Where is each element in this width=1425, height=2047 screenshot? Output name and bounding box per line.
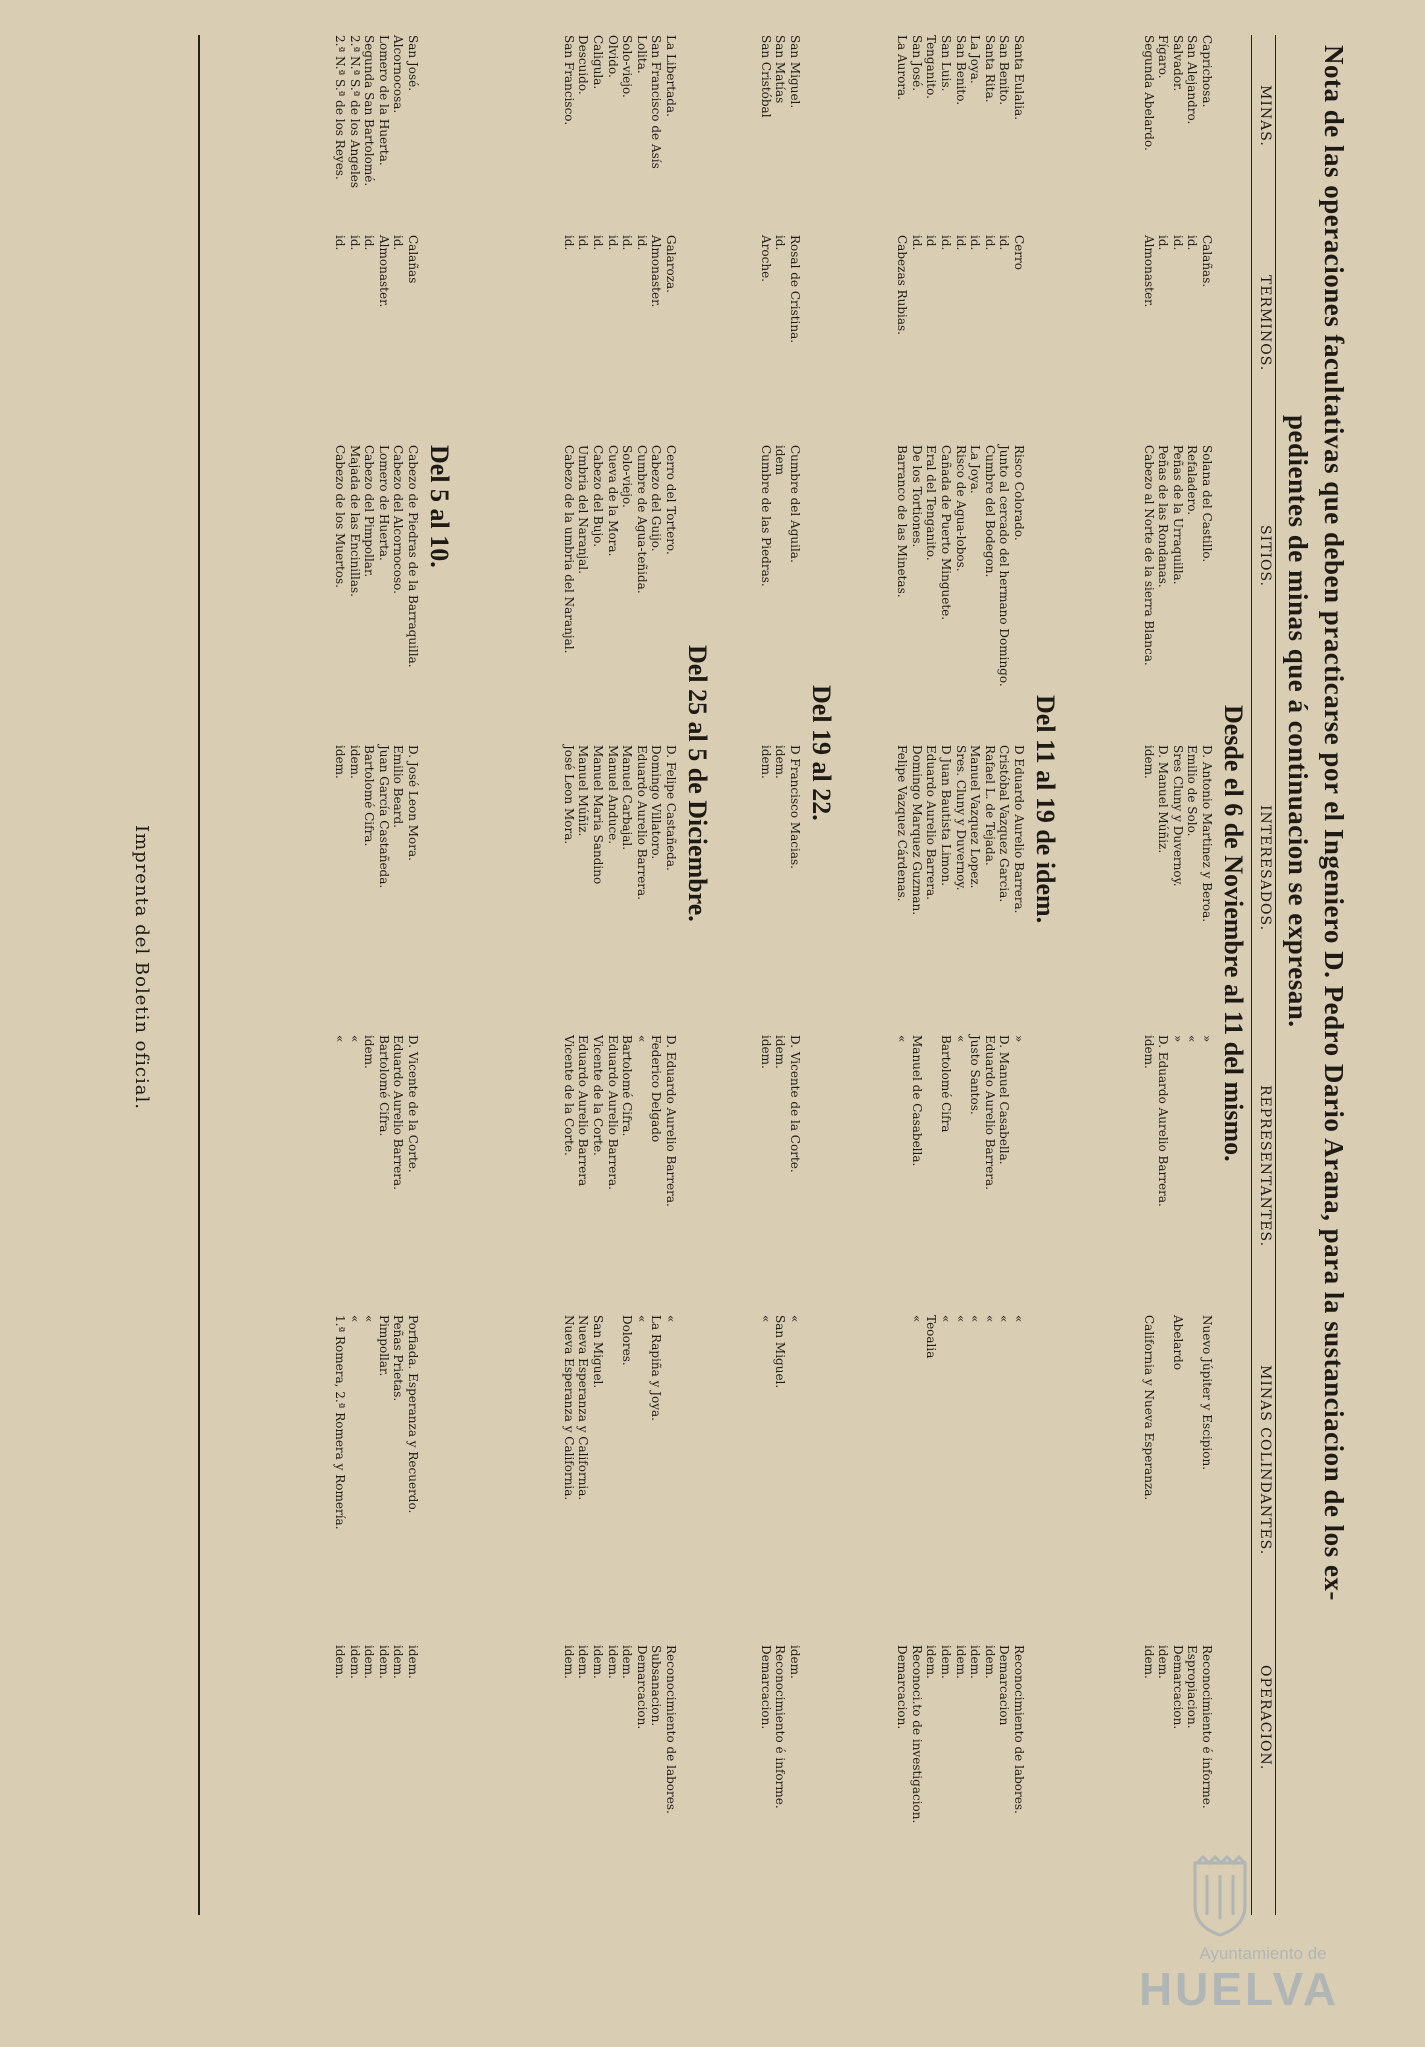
cell-representante: » xyxy=(1012,1035,1026,1043)
cell-colindantes: Pimpollar. xyxy=(376,1315,391,1377)
cell-operacion: idem. xyxy=(347,1645,362,1679)
cell-operacion: idem. xyxy=(968,1645,983,1679)
cell-operacion: idem. xyxy=(1156,1645,1171,1679)
cell-mina: San Cristóbal xyxy=(758,35,773,118)
cell-mina: Lolita. xyxy=(634,35,649,74)
cell-termino: id. xyxy=(909,235,924,251)
cell-sitio: Cumbre del Bodegon. xyxy=(982,445,997,578)
cell-termino: Calañas xyxy=(406,235,420,284)
cell-sitio: Peñas de la Urraquilla. xyxy=(1170,445,1185,585)
cell-operacion: Reconocimiento de labores. xyxy=(1012,1645,1026,1814)
cell-representante: Federico Delgado xyxy=(649,1035,664,1143)
cell-colindantes: 1.ª Romera, 2.ª Romera y Romería. xyxy=(333,1315,347,1530)
cell-mina: La Aurora. xyxy=(895,35,910,100)
cell-mina: Tenganito. xyxy=(924,35,939,99)
cell-mina: San José. xyxy=(406,35,420,92)
cell-sitio: Cumbre de las Piedras. xyxy=(758,445,773,587)
cell-operacion: Subsanacion. xyxy=(649,1645,664,1727)
cell-sitio: Cabezo de la umbria del Naranjal. xyxy=(561,445,576,654)
cell-interesado: D. Manuel Múñiz. xyxy=(1156,745,1171,854)
cell-termino: Almonaster. xyxy=(376,235,391,308)
cell-colindantes: « xyxy=(1012,1315,1026,1323)
cell-interesado: Sres. Cluny y Duvernoy. xyxy=(953,745,968,891)
header-terminos: TERMINOS. xyxy=(1257,275,1273,372)
cell-operacion: idem. xyxy=(620,1645,635,1679)
cell-sitio: Eral del Tenganito. xyxy=(924,445,939,561)
cell-mina: Olvido. xyxy=(605,35,620,78)
cell-mina: La Joya. xyxy=(968,35,983,84)
cell-mina: Caprichosa. xyxy=(1200,35,1214,108)
cell-interesado: D. Felipe Castañeda. xyxy=(664,745,678,871)
cell-sitio: Cabezo de Piedras de la Barraquilla. xyxy=(406,445,420,668)
cell-mina: Segunda Abelardo. xyxy=(1141,35,1156,151)
cell-termino: Almonaster. xyxy=(649,235,664,308)
cell-sitio: Umbria del Naranjal. xyxy=(576,445,591,574)
cell-colindantes: « xyxy=(982,1315,997,1323)
cell-operacion: Reconocimiento de labores. xyxy=(664,1645,678,1814)
header-minas: MINAS. xyxy=(1257,85,1273,147)
cell-interesado: D Francisco Macias. xyxy=(788,745,802,869)
cell-mina: Descuido. xyxy=(576,35,591,95)
cell-termino: id. xyxy=(605,235,620,251)
cell-representante: Vicente de la Corte. xyxy=(561,1035,576,1156)
header-rule-top xyxy=(1275,35,1276,1915)
cell-colindantes: San Miguel. xyxy=(591,1315,605,1389)
cell-sitio: Risco de Agua-lobos. xyxy=(953,445,968,572)
cell-termino: id. xyxy=(634,235,649,251)
cell-interesado: idem. xyxy=(333,745,347,779)
cell-sitio: Cabezo al Norte de la sierra Blanca. xyxy=(1141,445,1156,666)
cell-termino: id. xyxy=(362,235,377,251)
cell-mina: Alcornocosa. xyxy=(391,35,406,114)
cell-interesado: Manuel Vazquez Lopez. xyxy=(968,745,983,889)
cell-interesado: Cristóbal Vazquez Garcia. xyxy=(997,745,1012,903)
cell-termino: id. xyxy=(1156,235,1171,251)
cell-sitio: Cabezo del Pimpollar. xyxy=(362,445,377,578)
watermark-line-2: HUELVA xyxy=(1138,1963,1340,2015)
cell-interesado: D Juan Bautista Limon. xyxy=(939,745,953,886)
cell-termino: Cerro xyxy=(1012,235,1026,270)
cell-termino: id. xyxy=(953,235,968,251)
header-sitios: SITIOS. xyxy=(1257,525,1273,588)
cell-sitio: La Joya. xyxy=(968,445,983,494)
cell-representante: Eduardo Aurelio Barrera xyxy=(576,1035,591,1187)
cell-sitio: Cabezo de los Muertos. xyxy=(333,445,347,588)
cell-sitio: Cerro del Tortero. xyxy=(664,445,678,555)
cell-colindantes: California y Nueva Esperanza. xyxy=(1141,1315,1156,1501)
cell-termino: id. xyxy=(576,235,591,251)
cell-representante: « xyxy=(634,1035,649,1043)
cell-termino: id. xyxy=(1170,235,1185,251)
cell-interesado: Bartolomé Cifra. xyxy=(362,745,377,847)
cell-operacion: idem. xyxy=(1141,1645,1156,1679)
cell-colindantes: Porfiada. Esperanza y Recuerdo. xyxy=(406,1315,420,1514)
header-rule-bottom xyxy=(1251,35,1252,1915)
cell-colindantes: « xyxy=(788,1315,802,1323)
cell-mina: 2.ª N.ª S.ª de los Angeles xyxy=(347,35,362,189)
cell-mina: Santa Rita. xyxy=(982,35,997,103)
cell-interesado: Eduardo Aurelio Barrera. xyxy=(634,745,649,900)
cell-termino: Cabezas Rubias. xyxy=(895,235,910,335)
cell-operacion: idem. xyxy=(591,1645,605,1679)
cell-interesado: Domingo Marquez Guzman. xyxy=(909,745,924,916)
cell-interesado: Domingo Villatoro. xyxy=(649,745,664,860)
cell-operacion: idem. xyxy=(406,1645,420,1679)
cell-operacion: Espropiacion. xyxy=(1185,1645,1200,1729)
section-heading: Del 11 al 19 de idem. xyxy=(1031,695,1060,924)
cell-colindantes: La Rapiña y Joya. xyxy=(649,1315,664,1421)
cell-operacion: Demarcacion. xyxy=(758,1645,773,1730)
cell-operacion: idem. xyxy=(376,1645,391,1679)
section-heading: Desde el 6 de Noviembre al 11 del mismo. xyxy=(1219,705,1248,1162)
cell-representante: « xyxy=(895,1035,910,1043)
cell-interesado: José Leon Mora. xyxy=(561,745,576,845)
cell-representante: « xyxy=(347,1035,362,1043)
cell-sitio: Cumbre de Agua-teñida. xyxy=(634,445,649,594)
cell-colindantes: Peñas Prietas. xyxy=(391,1315,406,1402)
cell-interesado: idem. xyxy=(1141,745,1156,779)
cell-colindantes: « xyxy=(758,1315,773,1323)
cell-termino: id. xyxy=(620,235,635,251)
cell-colindantes: « xyxy=(939,1315,953,1323)
cell-operacion: idem. xyxy=(333,1645,347,1679)
cell-sitio: Cabezo del Bujo. xyxy=(591,445,605,548)
cell-termino: Rosal de Cristina. xyxy=(788,235,802,344)
cell-representante: Eduardo Aurelio Barrera. xyxy=(605,1035,620,1190)
cell-colindantes: « xyxy=(634,1315,649,1323)
cell-representante: Bartolomé Cifra xyxy=(939,1035,953,1133)
huelva-watermark-logo xyxy=(1135,1855,1345,2035)
cell-interesado: idem. xyxy=(773,745,788,779)
cell-representante: Bartolomé Cifra. xyxy=(376,1035,391,1137)
cell-colindantes: Dolores. xyxy=(620,1315,635,1366)
cell-operacion: idem. xyxy=(953,1645,968,1679)
cell-interesado: Manuel Carbajal. xyxy=(620,745,635,851)
cell-interesado: D. José Leon Mora. xyxy=(406,745,420,861)
cell-colindantes: « xyxy=(664,1315,678,1323)
title-line-2: pedientes de minas que á continuacion se expresan. xyxy=(1283,415,1313,1028)
cell-operacion: Demarcacion. xyxy=(1170,1645,1185,1730)
cell-representante: Eduardo Aurelio Barrera. xyxy=(391,1035,406,1190)
cell-operacion: Demarcacion xyxy=(997,1645,1012,1726)
cell-termino: id. xyxy=(391,235,406,251)
cell-representante: » xyxy=(1170,1035,1185,1043)
cell-termino: id. xyxy=(968,235,983,251)
cell-mina: San Luis. xyxy=(939,35,953,92)
cell-operacion: Demarcacion. xyxy=(634,1645,649,1730)
cell-representante: D. Eduardo Aurelio Barrera. xyxy=(664,1035,678,1207)
cell-operacion: idem. xyxy=(576,1645,591,1679)
cell-termino: id. xyxy=(939,235,953,251)
cell-sitio: Junto al cercado del hermano Domingo. xyxy=(997,445,1012,687)
cell-representante: « xyxy=(333,1035,347,1043)
cell-mina: Fígaro. xyxy=(1156,35,1171,79)
cell-operacion: idem. xyxy=(391,1645,406,1679)
cell-sitio: Lomero de Huerta. xyxy=(376,445,391,561)
cell-representante: Bartolomé Cifra. xyxy=(620,1035,635,1137)
cell-mina: San Francisco. xyxy=(561,35,576,126)
cell-operacion: idem. xyxy=(939,1645,953,1679)
cell-colindantes: Nuevo Júpiter y Escipion. xyxy=(1200,1315,1214,1471)
cell-interesado: Manuel Maria Sandino xyxy=(591,745,605,885)
cell-representante: Vicente de la Corte. xyxy=(591,1035,605,1156)
cell-termino: id. xyxy=(333,235,347,251)
cell-interesado: Emilio Beard. xyxy=(391,745,406,828)
cell-colindantes: « xyxy=(953,1315,968,1323)
cell-representante: idem. xyxy=(1141,1035,1156,1069)
cell-sitio: Solana del Castillo. xyxy=(1200,445,1214,563)
cell-interesado: Manuel Anduce. xyxy=(605,745,620,845)
cell-operacion: Demarcacion. xyxy=(895,1645,910,1730)
cell-sitio: Majada de las Encinillas. xyxy=(347,445,362,597)
cell-representante: D. Manuel Casabella. xyxy=(997,1035,1012,1165)
cell-termino: Calañas. xyxy=(1200,235,1214,288)
watermark-line-1: Ayuntamiento de xyxy=(1199,1944,1327,1963)
cell-interesado: D. Antonio Martinez y Beroa. xyxy=(1200,745,1214,923)
cell-sitio: Cabezo del Alcornocoso. xyxy=(391,445,406,594)
cell-mina: Salvador. xyxy=(1170,35,1185,92)
cell-representante: Manuel de Casabella. xyxy=(909,1035,924,1167)
cell-operacion: idem. xyxy=(788,1645,802,1679)
cell-representante: D. Vicente de la Corte. xyxy=(406,1035,420,1173)
table-bottom-rule xyxy=(198,35,200,1915)
cell-mina: San Alejandro. xyxy=(1185,35,1200,125)
cell-colindantes: San Miguel. xyxy=(773,1315,788,1389)
cell-mina: Segunda San Bartolomé. xyxy=(362,35,377,187)
cell-sitio: Risco Colorado. xyxy=(1012,445,1026,541)
cell-mina: San Miguel. xyxy=(788,35,802,109)
cell-interesado: Felipe Vazquez Cárdenas. xyxy=(895,745,910,902)
cell-operacion: Reconocimiento é informe. xyxy=(1200,1645,1214,1809)
cell-representante: idem. xyxy=(773,1035,788,1069)
cell-mina: Caligula. xyxy=(591,35,605,90)
cell-operacion: idem. xyxy=(982,1645,997,1679)
cell-termino: id. xyxy=(982,235,997,251)
cell-colindantes: « xyxy=(997,1315,1012,1323)
header-colindantes: MINAS COLINDANTES. xyxy=(1257,1365,1273,1556)
cell-representante: D. Eduardo Aurelio Barrera. xyxy=(1156,1035,1171,1207)
cell-interesado: idem. xyxy=(347,745,362,779)
cell-representante: « xyxy=(953,1035,968,1043)
cell-sitio: Cumbre del Aguila. xyxy=(788,445,802,563)
cell-operacion: idem. xyxy=(561,1645,576,1679)
cell-sitio: Cañada de Puerto Minguete. xyxy=(939,445,953,621)
cell-representante: « xyxy=(1185,1035,1200,1043)
cell-sitio: Cabezo del Guijo. xyxy=(649,445,664,552)
header-representantes: REPRESENTANTES. xyxy=(1257,1085,1273,1248)
cell-sitio: Refaladero. xyxy=(1185,445,1200,516)
cell-mina: San José. xyxy=(909,35,924,92)
cell-colindantes: « xyxy=(347,1315,362,1323)
imprint: Imprenta del Boletin oficial. xyxy=(131,825,152,1110)
header-interesados: INTERESADOS. xyxy=(1257,805,1273,932)
cell-termino: id. xyxy=(773,235,788,251)
cell-interesado: Juan García Castañeda. xyxy=(376,745,391,889)
title-line-1: Nota de las operaciones facultativas que deben practicarse por el Ingeniero D. Pedro Dario Arana, para la sustanciacion de los ex- xyxy=(1319,45,1349,1601)
cell-interesado: Rafael L. de Tejada. xyxy=(982,745,997,866)
cell-colindantes: Abelardo xyxy=(1170,1315,1185,1371)
cell-mina: Santa Eulalia. xyxy=(1012,35,1026,121)
cell-interesado: Emilio de Solo. xyxy=(1185,745,1200,837)
cell-termino: id xyxy=(924,235,939,247)
cell-mina: Solo-viejo. xyxy=(620,35,635,98)
cell-operacion: Reconocimiento é informe. xyxy=(773,1645,788,1809)
cell-termino: id. xyxy=(1185,235,1200,251)
cell-interesado: Manuel Múñiz. xyxy=(576,745,591,837)
cell-termino: id. xyxy=(591,235,605,251)
cell-colindantes: Nueva Esperanza y California. xyxy=(561,1315,576,1501)
cell-sitio: Solo-viejo. xyxy=(620,445,635,508)
cell-termino: Almonaster. xyxy=(1141,235,1156,308)
rotated-content xyxy=(45,25,1360,2015)
cell-termino: id. xyxy=(561,235,576,251)
cell-operacion: idem. xyxy=(362,1645,377,1679)
cell-interesado: Sres Cluny y Duvernoy. xyxy=(1170,745,1185,887)
cell-termino: id. xyxy=(347,235,362,251)
cell-mina: San Matías xyxy=(773,35,788,104)
cell-mina: San Francisco de Asís xyxy=(649,35,664,169)
cell-mina: San Benito. xyxy=(953,35,968,106)
cell-interesado: D Eduardo Aurelio Barrera. xyxy=(1012,745,1026,914)
cell-mina: 2.ª N.ª S.ª de los Reyes. xyxy=(333,35,347,180)
cell-operacion: Reconoci.to de investigacion. xyxy=(909,1645,924,1824)
cell-mina: San Benito. xyxy=(997,35,1012,106)
cell-mina: La Libertada. xyxy=(664,35,678,117)
cell-interesado: idem. xyxy=(758,745,773,779)
cell-representante: idem. xyxy=(758,1035,773,1069)
header-operacion: OPERACION. xyxy=(1257,1665,1273,1771)
cell-representante: Justo Santos. xyxy=(968,1035,983,1115)
cell-representante: D. Vicente de la Corte. xyxy=(788,1035,802,1173)
cell-operacion: idem. xyxy=(605,1645,620,1679)
cell-representante: idem. xyxy=(362,1035,377,1069)
cell-termino: Galaroza. xyxy=(664,235,678,293)
cell-representante: Eduardo Aurelio Barrera. xyxy=(982,1035,997,1190)
cell-sitio: Cueva de la Mora. xyxy=(605,445,620,557)
cell-colindantes: « xyxy=(968,1315,983,1323)
cell-termino: id. xyxy=(997,235,1012,251)
cell-colindantes: « xyxy=(909,1315,924,1323)
section-heading: Del 19 al 22. xyxy=(807,685,836,821)
section-heading: Del 25 al 5 de Diciembre. xyxy=(683,645,712,922)
cell-mina: Lomero de la Huerta. xyxy=(376,35,391,166)
cell-colindantes: « xyxy=(362,1315,377,1323)
cell-sitio: idem xyxy=(773,445,788,475)
cell-termino: Aroche. xyxy=(758,235,773,282)
crest-bars xyxy=(1207,1875,1233,1919)
cell-operacion: idem. xyxy=(924,1645,939,1679)
section-heading: Del 5 al 10. xyxy=(425,445,454,568)
cell-interesado: Eduardo Aurelio Barrera. xyxy=(924,745,939,900)
cell-sitio: Peñas de las Rondanas. xyxy=(1156,445,1171,588)
cell-colindantes: Nueva Esperanza y California. xyxy=(576,1315,591,1501)
cell-sitio: Barranco de las Minetas. xyxy=(895,445,910,598)
cell-colindantes: Teoalia xyxy=(924,1315,939,1359)
cell-sitio: De los Tortiones. xyxy=(909,445,924,548)
cell-representante: » xyxy=(1200,1035,1214,1043)
